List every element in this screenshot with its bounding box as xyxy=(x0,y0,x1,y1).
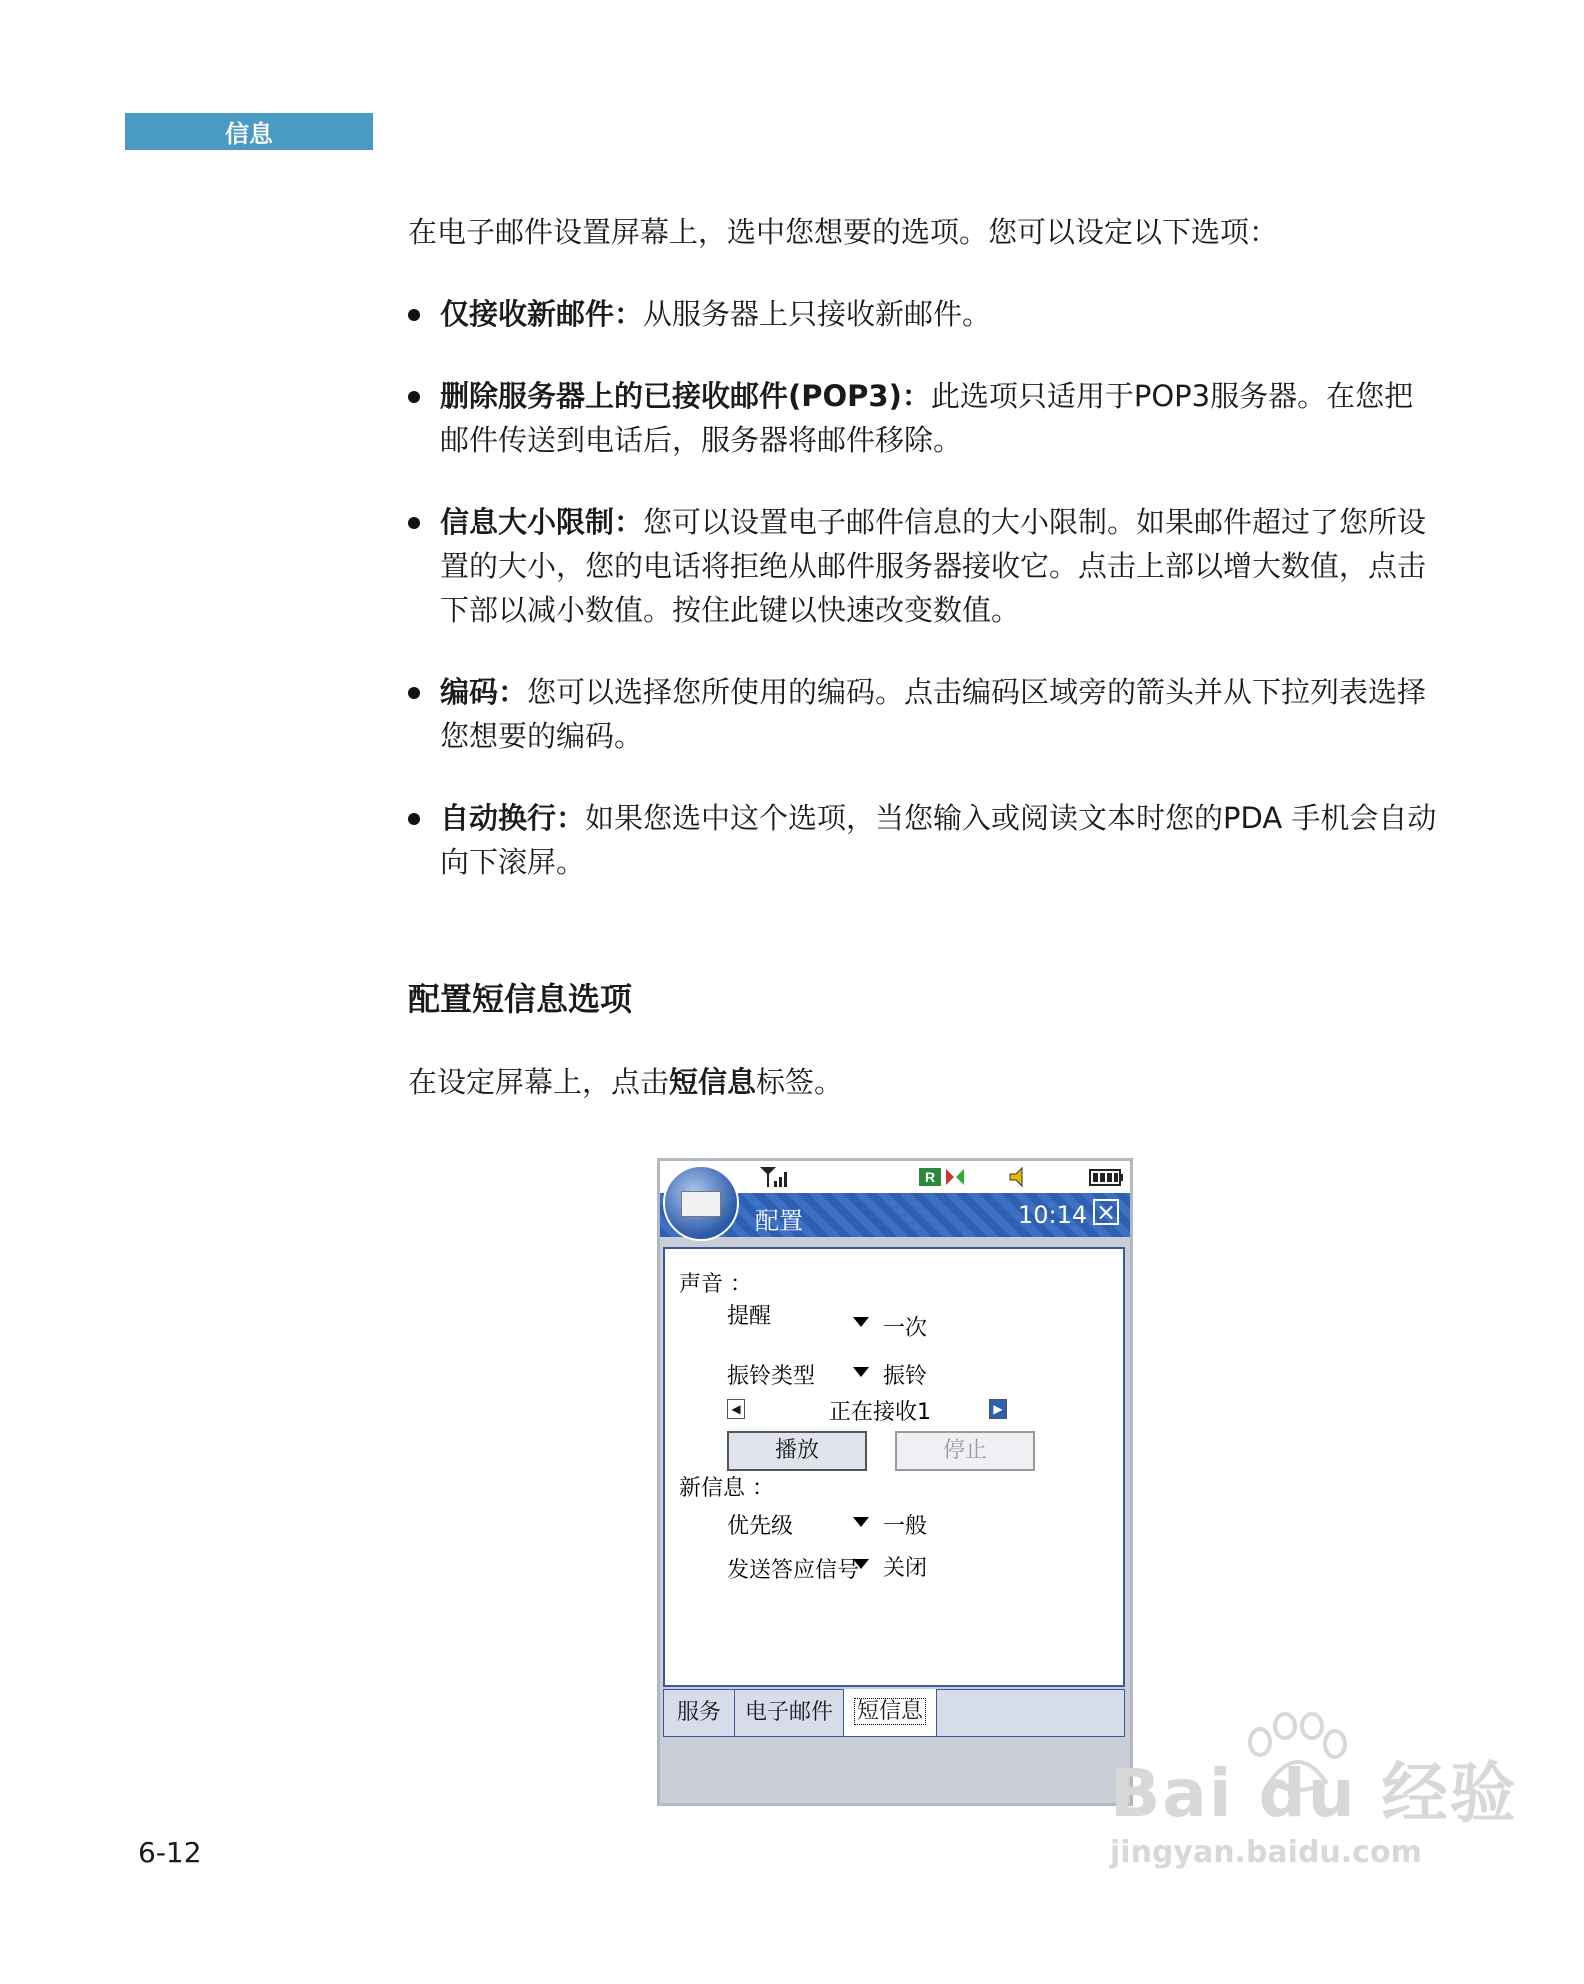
bullet-term: 自动换行： xyxy=(440,801,586,835)
window-title: 配置 xyxy=(755,1207,803,1235)
instruction-text xyxy=(408,1060,1438,1104)
new-message-label: 新信息 ： xyxy=(679,1476,774,1501)
tab-empty xyxy=(936,1689,1125,1737)
bullet-text: 如果您选中这个选项，当您输入或阅读文本时您的PDA 手机会自动向下滚屏。 xyxy=(440,801,1437,879)
reminder-dropdown-icon[interactable] xyxy=(853,1317,869,1327)
bullet-icon xyxy=(408,517,420,529)
roaming-badge: R xyxy=(924,1169,936,1185)
list-item xyxy=(408,796,1438,884)
tab-sms[interactable] xyxy=(843,1689,937,1737)
delivery-report-label: 发送答应信号 xyxy=(727,1558,860,1583)
list-item xyxy=(408,374,1438,462)
tab-email[interactable]: 电子邮件 xyxy=(734,1689,844,1737)
ring-type-value[interactable]: 振铃 xyxy=(883,1364,928,1389)
tone-name: 正在接收1 xyxy=(829,1400,931,1425)
watermark-brand: Bai du 经验 xyxy=(1110,1755,1518,1832)
delivery-report-value[interactable]: 关闭 xyxy=(883,1556,928,1581)
settings-panel xyxy=(663,1247,1125,1687)
stop-button[interactable]: 停止 xyxy=(895,1431,1035,1471)
bullet-icon xyxy=(408,309,420,321)
section-tab: 信息 xyxy=(125,113,373,150)
bullet-term: 仅接收新邮件： xyxy=(440,297,644,331)
envelope-icon xyxy=(681,1191,721,1217)
priority-value[interactable]: 一般 xyxy=(883,1514,928,1539)
priority-dropdown-icon[interactable] xyxy=(853,1517,869,1527)
list-item xyxy=(408,500,1438,632)
list-item xyxy=(408,670,1438,758)
tab-sms-label: 短信息 xyxy=(854,1698,926,1725)
phone-screenshot xyxy=(657,1158,1133,1806)
messaging-app-icon[interactable] xyxy=(663,1165,739,1241)
priority-label: 优先级 xyxy=(727,1514,794,1539)
prev-tone-icon[interactable]: ◀ xyxy=(727,1399,745,1419)
bullet-term: 删除服务器上的已接收邮件(POP3)： xyxy=(440,379,931,413)
bullet-icon xyxy=(408,813,420,825)
speaker-icon xyxy=(1010,1168,1022,1186)
watermark xyxy=(1110,1740,1518,1870)
list-item xyxy=(408,292,1438,336)
bullet-text: 您可以设置电子邮件信息的大小限制。如果邮件超过了您所设置的大小，您的电话将拒绝从邮件服务器接收它。点击上部以增大数值，点击下部以减小数值。按住此键以快速改变数值。 xyxy=(440,505,1427,627)
close-icon[interactable]: × xyxy=(1093,1199,1119,1225)
bullet-text: 从服务器上只接收新邮件。 xyxy=(643,297,992,331)
tab-bar xyxy=(663,1689,1125,1737)
section-title: 配置短信息选项 xyxy=(408,980,633,1018)
bullet-icon xyxy=(408,391,420,403)
signal-icon xyxy=(760,1167,787,1187)
ring-type-label: 振铃类型 xyxy=(727,1364,816,1389)
bullet-text: 您可以选择您所使用的编码。点击编码区域旁的箭头并从下拉列表选择您想要的编码。 xyxy=(440,675,1427,753)
tab-service[interactable]: 服务 xyxy=(663,1689,735,1737)
bullet-icon xyxy=(408,687,420,699)
watermark-url: jingyan.baidu.com xyxy=(1110,1835,1422,1870)
main-content xyxy=(408,210,1438,1133)
roaming-icon xyxy=(919,1168,941,1186)
instruction-before: 在设定屏幕上，点击 xyxy=(408,1065,670,1099)
play-button[interactable]: 播放 xyxy=(727,1431,867,1471)
intro-text: 在电子邮件设置屏幕上，选中您想要的选项。您可以设定以下选项： xyxy=(408,215,1279,249)
bullet-term: 编码： xyxy=(440,675,528,709)
instruction-bold: 短信息 xyxy=(669,1065,757,1099)
connection-icon xyxy=(946,1169,964,1185)
delivery-report-dropdown-icon[interactable] xyxy=(853,1559,869,1569)
bullet-text: 此选项只适用于POP3服务器。在您把邮件传送到电话后，服务器将邮件移除。 xyxy=(440,379,1414,457)
bullet-term: 信息大小限制： xyxy=(440,505,644,539)
sound-label: 声音 ： xyxy=(679,1272,752,1297)
battery-icon xyxy=(1090,1170,1123,1185)
reminder-value[interactable]: 一次 xyxy=(883,1316,928,1341)
next-tone-icon[interactable]: ▶ xyxy=(989,1399,1007,1419)
page-number: 6-12 xyxy=(138,1836,202,1869)
ring-type-dropdown-icon[interactable] xyxy=(853,1367,869,1377)
reminder-label: 提醒 xyxy=(727,1304,772,1329)
instruction-after: 标签。 xyxy=(756,1065,844,1099)
clock: 10:14 xyxy=(1018,1201,1088,1229)
